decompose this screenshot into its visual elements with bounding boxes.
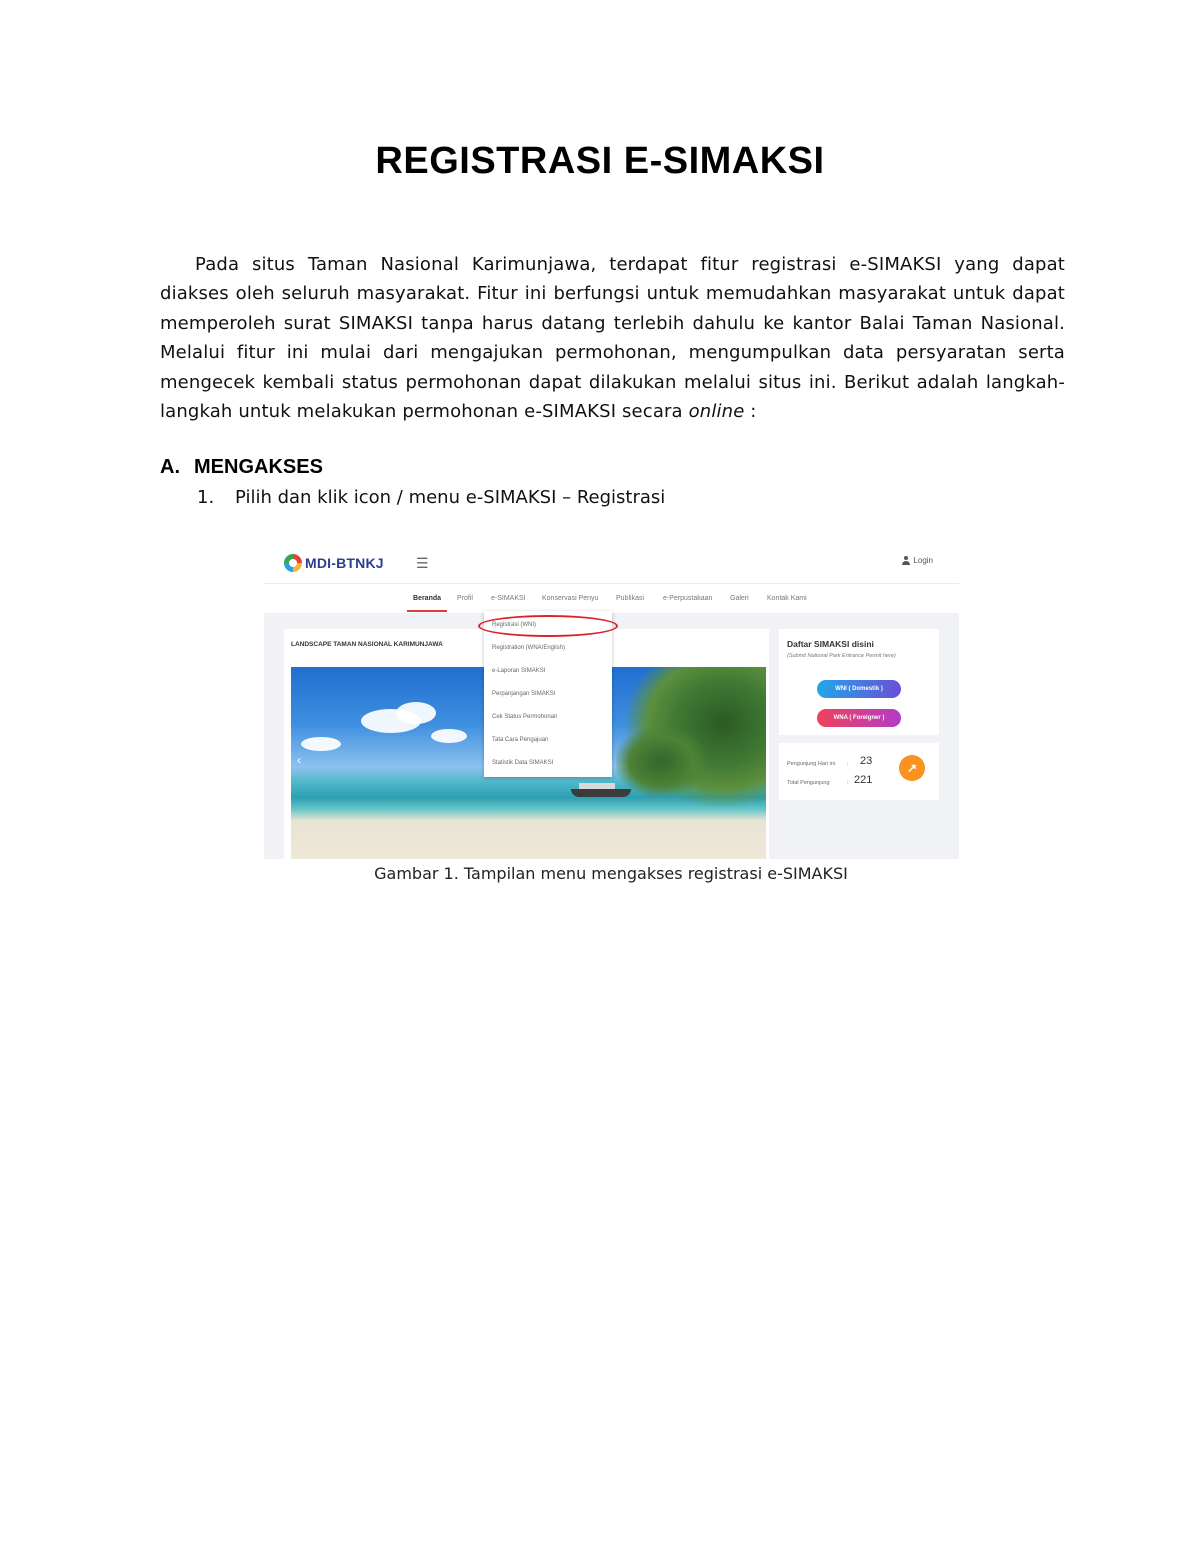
carousel-prev-icon[interactable]: ‹ — [297, 753, 301, 767]
logo-mark-icon — [284, 554, 302, 572]
cloud-shape — [396, 702, 436, 724]
simaksi-register-card — [779, 629, 939, 735]
dropdown-perpanjangan[interactable]: Perpanjangan SIMAKSI — [492, 691, 556, 697]
nav-beranda[interactable]: Beranda — [413, 595, 442, 602]
visitor-stats-card — [779, 743, 939, 800]
logo-text: MDI-BTNKJ — [305, 555, 384, 571]
hamburger-menu-icon[interactable]: ☰ — [416, 555, 429, 571]
nav-e-perpustakaan[interactable]: e-Perpustakaan — [663, 595, 713, 602]
nav-kontak-kami[interactable]: Kontak Kami — [767, 595, 807, 602]
dropdown-statistik[interactable]: Statistik Data SIMAKSI — [492, 760, 554, 766]
side-card-title: Daftar SIMAKSI disini — [787, 639, 874, 649]
login-label: Login — [913, 556, 933, 565]
intro-text: Pada situs Taman Nasional Karimunjawa, terdapat fitur registrasi e-SIMAKSI yang dapat diakses oleh seluruh masyarakat. Fitur ini berfungsi untuk memudahkan masyarakat untuk dapat memperoleh surat SIMAKSI tanpa harus datang terlebih dahulu ke kantor Balai Taman Nasional. Melalui fitur ini mulai dari mengajukan permohonan, mengumpulkan data persyaratan serta mengecek kembali status permohonan dapat dilakukan melalui situs ini. Berikut adalah langkah-langkah untuk melakukan permohonan e-SIMAKSI secara — [160, 254, 1065, 423]
nav-active-indicator — [407, 610, 447, 612]
side-card-subtitle: (Submit National Park Entrance Permit here) — [787, 653, 896, 659]
visitors-total-label: Total Pengunjung — [787, 780, 830, 786]
wna-button[interactable]: WNA ( Foreigner ) — [817, 709, 901, 727]
visitors-total-value: 221 — [854, 774, 873, 786]
dropdown-cek-status[interactable]: Cek Status Permohonan — [492, 714, 558, 720]
intro-italic-word: online — [688, 401, 745, 423]
nav-publikasi[interactable]: Publikasi — [616, 595, 645, 602]
section-title: MENGAKSES — [194, 456, 323, 478]
figure-caption: Gambar 1. Tampilan menu mengakses registrasi e-SIMAKSI — [374, 864, 848, 883]
nav-konservasi-penyu[interactable]: Konservasi Penyu — [542, 595, 599, 602]
boat-shape — [571, 789, 631, 797]
document-title: REGISTRASI E-SIMAKSI — [375, 140, 825, 182]
nav-profil[interactable]: Profil — [457, 595, 473, 602]
cloud-shape — [431, 729, 467, 743]
intro-paragraph — [160, 250, 1065, 426]
visitors-today-value: 23 — [860, 755, 873, 767]
visitors-today-label: Pengunjung Hari ini — [787, 761, 836, 767]
step-item — [197, 487, 665, 508]
section-heading — [160, 456, 323, 479]
stat-separator: : — [847, 761, 849, 767]
cloud-shape — [301, 737, 341, 751]
step-number: 1. — [197, 487, 215, 508]
stat-separator: : — [847, 780, 849, 786]
dropdown-e-laporan[interactable]: e-Laporan SIMAKSI — [492, 668, 546, 674]
nav-galeri[interactable]: Galeri — [730, 595, 749, 602]
trending-up-icon: ↗ — [899, 755, 925, 781]
wni-button[interactable]: WNI ( Domestik ) — [817, 680, 901, 698]
section-letter: A. — [160, 456, 180, 478]
dropdown-registration-wna[interactable]: Registration (WNA/English) — [492, 645, 566, 651]
step-text: Pilih dan klik icon / menu e-SIMAKSI – Registrasi — [235, 487, 666, 508]
dropdown-tata-cara[interactable]: Tata Cara Pengajuan — [492, 737, 549, 743]
website-screenshot — [264, 543, 959, 859]
site-logo[interactable] — [284, 554, 384, 572]
user-icon — [902, 556, 910, 565]
login-link[interactable] — [902, 556, 933, 565]
dropdown-registrasi-wni[interactable]: Registrasi (WNI) — [492, 622, 537, 628]
highlight-ring — [478, 615, 618, 637]
nav-e-simaksi[interactable]: e-SIMAKSI — [491, 595, 526, 602]
site-header — [264, 543, 959, 584]
site-nav — [264, 584, 959, 613]
landscape-title: LANDSCAPE TAMAN NASIONAL KARIMUNJAWA — [291, 641, 443, 648]
intro-end: : — [744, 401, 757, 423]
trees-shape — [616, 727, 706, 797]
